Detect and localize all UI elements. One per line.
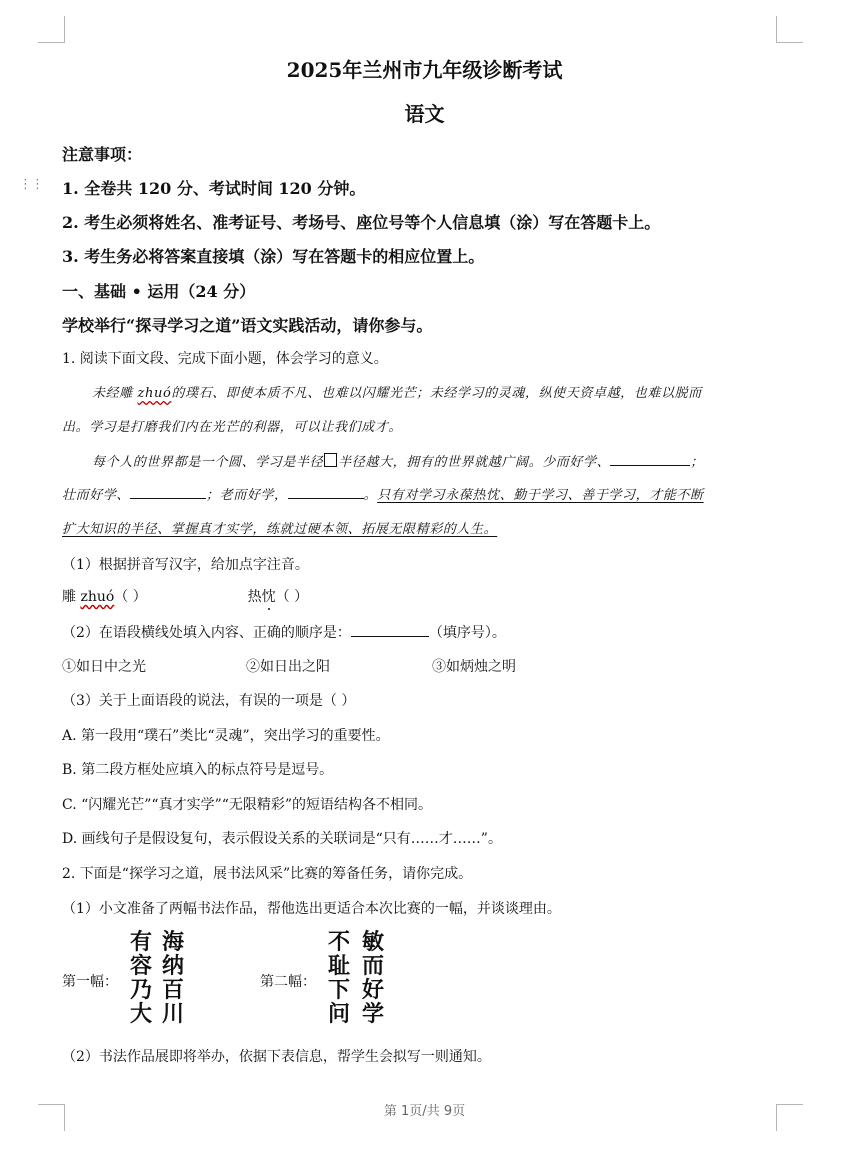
q1-paragraph-1: 未经雕 zhuó的璞石、即使本质不凡、也难以闪耀光芒；未经学习的灵魂，纵使天资卓越，也难以脱而	[92, 386, 702, 401]
choice-a: A. 第一段用“璞石”类比“灵魂”，突出学习的重要性。	[62, 728, 390, 744]
dotted-char-chen: 忱	[261, 589, 276, 605]
q1-paragraph-1-cont: 出。学习是打磨我们内在光芒的利器，可以让我们成才。	[62, 420, 403, 435]
punctuation-box	[324, 453, 337, 467]
calligraphy-work-1: 海 纳 百 川 有 容 乃 大	[129, 929, 184, 1027]
work-1-label: 第一幅：	[62, 974, 118, 990]
option-2: ②如日出之阳	[246, 659, 330, 675]
choice-d: D. 画线句子是假设复句，表示假设关系的关联词是“只有……才……”。	[62, 831, 502, 847]
underlined-sentence-1: 只有对学习永葆热忱、勤于学习、善于学习，才能不断	[377, 488, 704, 503]
answer-paren-2[interactable]: （ ）	[275, 589, 309, 605]
q1-sub3: （3）关于上面语段的说法，有误的一项是（ ）	[62, 693, 356, 709]
calligraphy-work-2: 敏 而 好 学 不 耻 下 问	[327, 929, 384, 1027]
section-heading: 一、基础 • 运用（24 分）	[62, 282, 256, 301]
answer-paren-1[interactable]: （ ）	[114, 589, 147, 605]
choice-c: C. “闪耀光芒”“真才实学”“无限精彩”的短语结构各不相同。	[62, 797, 433, 813]
blank-2[interactable]	[130, 486, 206, 499]
notice-item-1: 1. 全卷共 120 分、考试时间 120 分钟。	[62, 179, 366, 198]
blank-1[interactable]	[610, 453, 690, 466]
q2-sub1: （1）小文准备了两幅书法作品，帮他选出更适合本次比赛的一幅，并谈谈理由。	[62, 901, 561, 917]
q1-sub2: （2）在语段横线处填入内容、正确的顺序是： （填序号）。	[62, 625, 506, 641]
blank-3[interactable]	[288, 486, 364, 499]
q1-paragraph-2: 每个人的世界都是一个圆、学习是半径 半径越大，拥有的世界就越广阔。少而好学、 ；	[92, 455, 704, 470]
section-intro: 学校举行“探寻学习之道”语文实践活动，请你参与。	[62, 316, 433, 335]
q1-sub1: （1）根据拼音写汉字，给加点字注音。	[62, 557, 309, 573]
q1-paragraph-2-cont: 壮而好学、 ；老而好学， 。只有对学习永葆热忱、勤于学习、善于学习，才能不断	[62, 488, 704, 503]
blank-order[interactable]	[351, 624, 429, 637]
subject-title: 语文	[404, 102, 445, 126]
choice-b: B. 第二段方框处应填入的标点符号是逗号。	[62, 762, 334, 778]
notice-heading: 注意事项：	[62, 145, 143, 164]
page-footer: 第 1页/共 9页	[383, 1104, 466, 1119]
crop-mark-top-right	[776, 16, 803, 43]
option-3: ③如炳烛之明	[432, 659, 516, 675]
q1-stem: 1. 阅读下面文段、完成下面小题，体会学习的意义。	[62, 351, 388, 367]
work-2-label: 第二幅：	[260, 974, 316, 990]
option-1: ①如日中之光	[62, 659, 146, 675]
notice-item-3: 3. 考生务必将答案直接填（涂）写在答题卡的相应位置上。	[62, 247, 485, 266]
q2-sub2: （2）书法作品展即将举办，依据下表信息，帮学生会拟写一则通知。	[62, 1049, 491, 1065]
notice-item-2: 2. 考生必须将姓名、准考证号、考场号、座位号等个人信息填（涂）写在答题卡上。	[62, 213, 661, 232]
q2-stem: 2. 下面是“探学习之道，展书法风采”比赛的筹备任务，请你完成。	[62, 866, 473, 882]
q1-sub1-answers: 雕 zhuó（ ） 热忱（ ）	[62, 589, 309, 605]
underlined-sentence-2: 扩大知识的半径、掌握真才实学，练就过硬本领、拓展无限精彩的人生。	[62, 522, 498, 537]
exam-title: 2025年兰州市九年级诊断考试	[286, 58, 563, 82]
drag-handle-icon[interactable]: ⋮⋮	[19, 177, 43, 192]
crop-mark-top-left	[38, 16, 65, 43]
pinyin-zhuo: zhuó	[137, 386, 172, 401]
